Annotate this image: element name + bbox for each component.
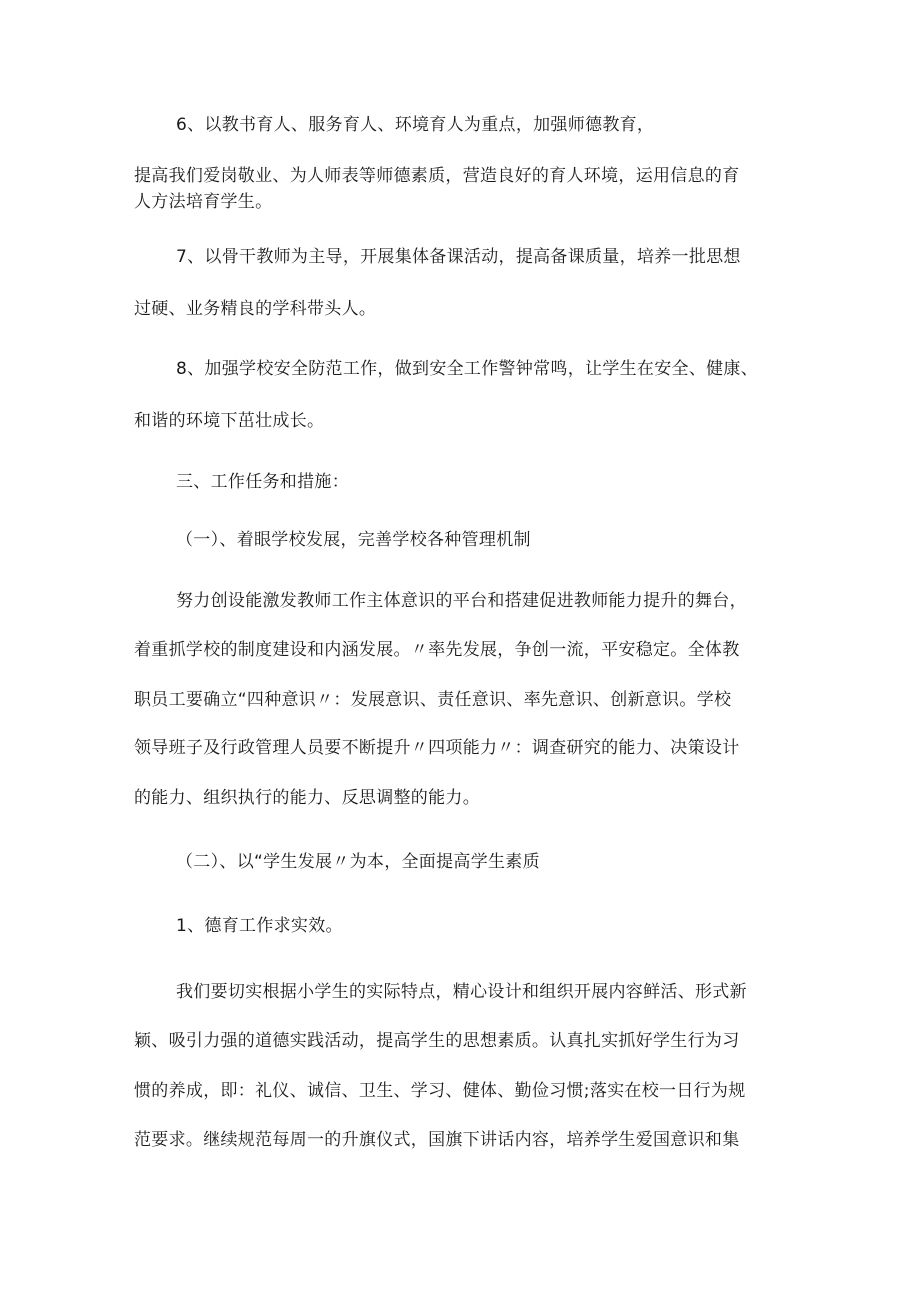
item-heading: 1、德育工作求实效。 xyxy=(176,916,343,936)
text-line: 颖、吸引力强的道德实践活动，提高学生的思想素质。认真扎实抓好学生行为习 xyxy=(134,1031,740,1051)
text-line: 提高我们爱岗敬业、为人师表等师德素质，营造良好的育人环境，运用信息的育 xyxy=(134,166,740,186)
text-line: 惯的养成，即：礼仪、诚信、卫生、学习、健体、勤俭习惯;落实在校一日行为规 xyxy=(134,1081,746,1101)
text-line: 努力创设能激发教师工作主体意识的平台和搭建促进教师能力提升的舞台， xyxy=(176,591,747,611)
text-line: 着重抓学校的制度建设和内涵发展。〃率先发展，争创一流，平安稳定。全体教 xyxy=(134,640,740,660)
subsection-heading: （一）、着眼学校发展，完善学校各种管理机制 xyxy=(176,530,531,550)
text-line: 范要求。继续规范每周一的升旗仪式，国旗下讲话内容，培养学生爱国意识和集 xyxy=(134,1130,740,1150)
text-line: 过硬、业务精良的学科带头人。 xyxy=(134,299,377,319)
text-line: 6、以教书育人、服务育人、环境育人为重点，加强师德教育， xyxy=(176,115,655,135)
text-line: 我们要切实根据小学生的实际特点，精心设计和组织开展内容鲜活、形式新 xyxy=(176,982,747,1002)
text-line: 7、以骨干教师为主导，开展集体备课活动，提高备课质量，培养一批思想 xyxy=(176,247,741,267)
text-line: 的能力、组织执行的能力、反思调整的能力。 xyxy=(134,788,480,808)
text-line: 人方法培育学生。 xyxy=(134,192,273,212)
text-line: 领导班子及行政管理人员要不断提升〃四项能力〃：调查研究的能力、决策设计 xyxy=(134,738,740,758)
text-line: 职员工要确立“四种意识〃：发展意识、责任意识、率先意识、创新意识。学校 xyxy=(134,690,732,710)
subsection-heading: （二）、以“学生发展〃为本，全面提高学生素质 xyxy=(176,852,540,872)
text-line: 8、加强学校安全防范工作，做到安全工作警钟常鸣，让学生在安全、健康、 xyxy=(176,359,759,379)
text-line: 和谐的环境下茁壮成长。 xyxy=(134,411,325,431)
section-heading: 三、工作任务和措施： xyxy=(176,472,349,492)
